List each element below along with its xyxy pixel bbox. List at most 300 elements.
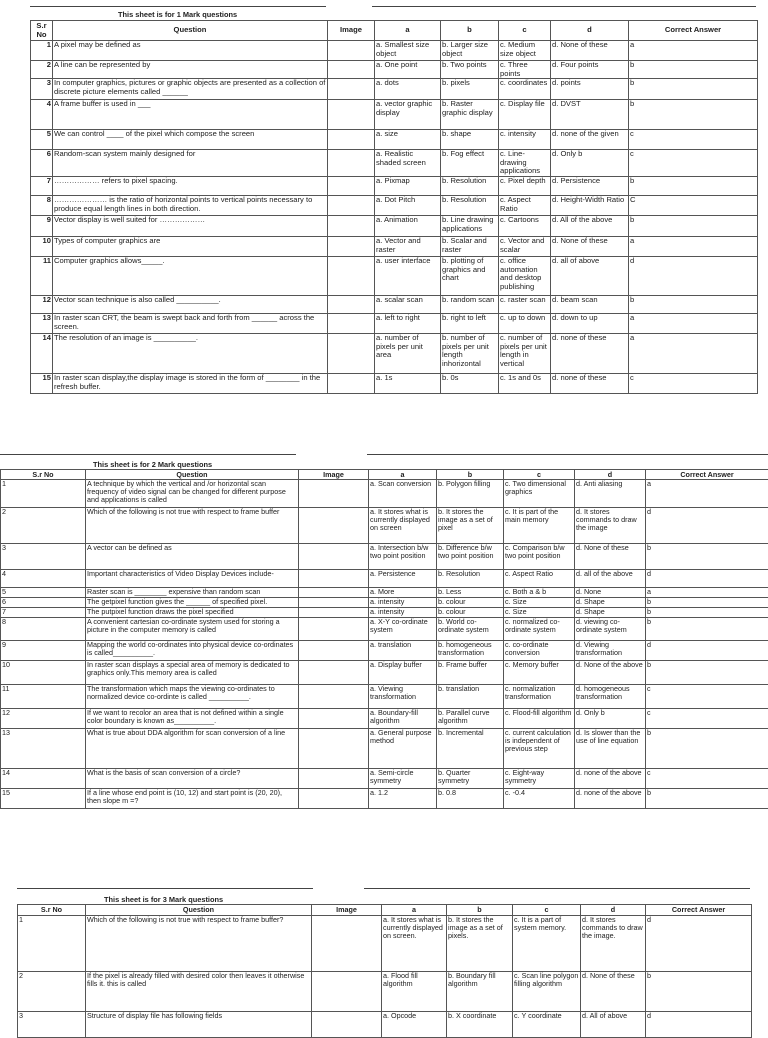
cell-sr-no: 7 [1,608,86,618]
cell-question: A frame buffer is used in ___ [53,100,328,130]
cell-image [328,79,375,100]
column-header-option-a: a [369,470,437,480]
cell-image [299,661,369,685]
column-header-sr-no: S.r No [1,470,86,480]
cell-sr-no: 12 [31,296,53,314]
column-header-option-c: c [513,905,581,916]
cell-option-a: a. Viewing transformation [369,685,437,709]
cell-sr-no: 1 [18,916,86,972]
cell-option-a: a. Display buffer [369,661,437,685]
cell-correct-answer: b [646,598,768,608]
cell-option-d: d. Only b [575,709,646,729]
cell-question: Raster scan is ________ expensive than random scan [86,588,299,598]
cell-sr-no: 5 [31,130,53,150]
cell-option-a: a. Opcode [382,1012,447,1038]
column-header-question: Question [86,905,312,916]
column-header-image: Image [328,21,375,41]
cell-option-d: d. Persistence [551,177,629,196]
sheet-3-table [17,904,752,1038]
cell-option-c: c. Three points [499,61,551,79]
cell-option-a: a. Persistence [369,570,437,588]
cell-sr-no: 11 [1,685,86,709]
cell-option-d: d. Is slower than the use of line equation [575,729,646,769]
cell-image [299,608,369,618]
cell-option-d: d. points [551,79,629,100]
column-header-correct-answer: Correct Answer [629,21,758,41]
cell-option-b: b. It stores the image as a set of pixels. [447,916,513,972]
cell-image [299,480,369,508]
cell-option-b: b. shape [441,130,499,150]
cell-image [299,769,369,789]
cell-option-c: c. normalization transformation [504,685,575,709]
cell-sr-no: 10 [31,237,53,257]
cell-option-b: b. Less [437,588,504,598]
cell-correct-answer: b [629,100,758,130]
column-header-option-b: b [441,21,499,41]
cell-option-b: b. X coordinate [447,1012,513,1038]
cell-sr-no: 2 [31,61,53,79]
sheet-2-right-rule [367,454,768,455]
cell-question: ……………… refers to pixel spacing. [53,177,328,196]
cell-correct-answer: c [646,769,768,789]
column-header-option-b: b [437,470,504,480]
column-header-image: Image [312,905,382,916]
cell-option-d: d. none of the given [551,130,629,150]
cell-sr-no: 7 [31,177,53,196]
cell-sr-no: 14 [31,334,53,374]
cell-sr-no: 2 [18,972,86,1012]
cell-option-c: c. Size [504,608,575,618]
cell-image [312,916,382,972]
cell-option-c: c. Two dimensional graphics [504,480,575,508]
cell-option-b: b. World co-ordinate system [437,618,504,641]
cell-sr-no: 11 [31,257,53,296]
cell-option-a: a. intensity [369,598,437,608]
cell-option-c: c. normalized co-ordinate system [504,618,575,641]
cell-question: The putpixel function draws the pixel specified [86,608,299,618]
cell-sr-no: 15 [31,374,53,394]
cell-image [328,196,375,216]
cell-correct-answer: a [629,334,758,374]
question-row [1,789,768,809]
cell-option-d: d. None of these [551,41,629,61]
cell-option-b: b. plotting of graphics and chart [441,257,499,296]
header-row [31,21,758,41]
question-row [18,972,752,1012]
cell-question: Important characteristics of Video Display Devices include- [86,570,299,588]
question-row [31,374,758,394]
cell-question: Random-scan system mainly designed for [53,150,328,177]
cell-option-b: b. Two points [441,61,499,79]
column-header-option-c: c [504,470,575,480]
cell-option-d: d. down to up [551,314,629,334]
cell-option-c: c. co-ordinate conversion [504,641,575,661]
sheet-1-header [31,21,758,41]
cell-option-d: d. None [575,588,646,598]
cell-question: In raster scan display,the display image is stored in the form of ________ in the refresh buffer. [53,374,328,394]
question-row [1,508,768,544]
cell-image [299,544,369,570]
cell-sr-no: 13 [31,314,53,334]
column-header-option-a: a [382,905,447,916]
question-row [31,41,758,61]
question-row [31,216,758,237]
cell-sr-no: 12 [1,709,86,729]
cell-option-b: b. Resolution [441,177,499,196]
cell-sr-no: 10 [1,661,86,685]
cell-option-c: c. Line-drawing applications [499,150,551,177]
cell-question: A convenient cartesian co-ordinate system used for storing a picture in the computer memory is called [86,618,299,641]
cell-option-b: b. Line drawing applications [441,216,499,237]
cell-correct-answer: c [629,130,758,150]
cell-question: The resolution of an image is __________. [53,334,328,374]
cell-option-d: d. Shape [575,598,646,608]
cell-option-a: a. dots [375,79,441,100]
column-header-question: Question [53,21,328,41]
cell-option-c: c. 1s and 0s [499,374,551,394]
column-header-image: Image [299,470,369,480]
cell-image [328,296,375,314]
cell-question: A technique by which the vertical and /or horizontal scan frequency of video signal can be changed for different purpose and applications is called [86,480,299,508]
question-row [18,1012,752,1038]
column-header-option-d: d [575,470,646,480]
question-row [1,608,768,618]
cell-correct-answer: b [629,296,758,314]
question-row [1,480,768,508]
cell-sr-no: 5 [1,588,86,598]
cell-option-d: d. all of above [551,257,629,296]
cell-option-d: d. None of these [581,972,646,1012]
cell-option-a: a. Scan conversion [369,480,437,508]
cell-option-a: a. Dot Pitch [375,196,441,216]
cell-correct-answer: d [646,508,768,544]
cell-question: Computer graphics allows_____. [53,257,328,296]
cell-sr-no: 15 [1,789,86,809]
cell-question: A pixel may be defined as [53,41,328,61]
cell-option-a: a. user interface [375,257,441,296]
cell-correct-answer: b [629,216,758,237]
cell-option-c: c. Flood-fill algorithm [504,709,575,729]
cell-correct-answer: b [646,789,768,809]
cell-option-b: b. 0s [441,374,499,394]
cell-option-c: c. Y coordinate [513,1012,581,1038]
cell-option-b: b. Boundary fill algorithm [447,972,513,1012]
cell-option-d: d. none of these [551,334,629,374]
cell-option-a: a. Animation [375,216,441,237]
cell-image [299,598,369,608]
cell-option-c: c. intensity [499,130,551,150]
question-row [1,641,768,661]
header-row [1,470,768,480]
cell-image [328,314,375,334]
question-row [1,544,768,570]
cell-sr-no: 3 [31,79,53,100]
cell-correct-answer: b [629,177,758,196]
cell-option-d: d. none of the above [575,769,646,789]
cell-question: Mapping the world co-ordinates into physical device co-ordinates is called__________. [86,641,299,661]
cell-correct-answer: b [646,544,768,570]
cell-option-a: a. Intersection b/w two point position [369,544,437,570]
cell-image [328,100,375,130]
cell-sr-no: 9 [31,216,53,237]
cell-option-a: a. size [375,130,441,150]
cell-image [299,508,369,544]
sheet-3-header [18,905,752,916]
cell-image [299,789,369,809]
cell-option-a: a. Vector and raster [375,237,441,257]
question-row [31,196,758,216]
cell-correct-answer: a [646,480,768,508]
sheet-1-right-rule [372,6,756,7]
cell-option-d: d. It stores commands to draw the image [575,508,646,544]
cell-option-a: a. General purpose method [369,729,437,769]
cell-option-b: b. random scan [441,296,499,314]
cell-correct-answer: d [646,916,752,972]
cell-correct-answer: b [646,661,768,685]
question-row [31,100,758,130]
column-header-correct-answer: Correct Answer [646,470,768,480]
cell-sr-no: 6 [31,150,53,177]
cell-option-b: b. Scalar and raster [441,237,499,257]
sheet-3-right-rule [364,888,750,889]
cell-correct-answer: d [646,1012,752,1038]
cell-question: A vector can be defined as [86,544,299,570]
header-row [18,905,752,916]
cell-image [328,61,375,79]
question-row [1,570,768,588]
cell-option-a: a. Realistic shaded screen [375,150,441,177]
sheet-2-body [1,480,768,809]
cell-option-c: c. Eight-way symmetry [504,769,575,789]
cell-option-c: c. Aspect Ratio [504,570,575,588]
cell-sr-no: 13 [1,729,86,769]
question-row [31,177,758,196]
cell-option-b: b. Fog effect [441,150,499,177]
cell-option-a: a. translation [369,641,437,661]
question-row [31,314,758,334]
question-row [1,588,768,598]
cell-option-a: a. 1.2 [369,789,437,809]
cell-correct-answer: c [646,709,768,729]
cell-option-c: c. coordinates [499,79,551,100]
question-row [1,618,768,641]
cell-sr-no: 3 [18,1012,86,1038]
cell-correct-answer: a [629,314,758,334]
cell-option-d: d. All of above [581,1012,646,1038]
cell-correct-answer: a [646,588,768,598]
cell-option-c: c. It is part of the main memory [504,508,575,544]
question-row [31,150,758,177]
cell-option-a: a. 1s [375,374,441,394]
cell-option-c: c. Size [504,598,575,608]
cell-option-a: a. number of pixels per unit area [375,334,441,374]
sheet-3-title-rule [17,888,313,889]
cell-image [328,257,375,296]
cell-option-c: c. Both a & b [504,588,575,598]
cell-image [328,374,375,394]
cell-question: A line can be represented by [53,61,328,79]
cell-image [299,588,369,598]
sheet-2-header [1,470,768,480]
cell-option-a: a. One point [375,61,441,79]
question-row [1,769,768,789]
question-row [31,296,758,314]
cell-image [328,334,375,374]
cell-option-b: b. 0.8 [437,789,504,809]
cell-option-c: c. -0.4 [504,789,575,809]
cell-option-a: a. X-Y co-ordinate system [369,618,437,641]
cell-option-a: a. scalar scan [375,296,441,314]
question-row [31,334,758,374]
cell-correct-answer: c [646,685,768,709]
cell-sr-no: 6 [1,598,86,608]
cell-option-d: d. Anti aliasing [575,480,646,508]
cell-option-d: d. none of these [551,374,629,394]
cell-option-a: a. It stores what is currently displayed on screen [369,508,437,544]
cell-image [328,41,375,61]
cell-option-d: d. None of these [575,544,646,570]
cell-option-c: c. Scan line polygon filling algorithm [513,972,581,1012]
cell-correct-answer: c [629,374,758,394]
cell-option-a: a. More [369,588,437,598]
column-header-option-a: a [375,21,441,41]
sheet-2-table [0,469,768,809]
cell-question: What is true about DDA algorithm for scan conversion of a line [86,729,299,769]
question-row [31,130,758,150]
cell-question: The transformation which maps the viewing co-ordinates to normalized device co-ordinte is called __________. [86,685,299,709]
cell-sr-no: 4 [1,570,86,588]
cell-question: The getpixel function gives the ______ of specified pixel. [86,598,299,608]
cell-option-d: d. None of these [551,237,629,257]
cell-option-c: c. number of pixels per unit length in vertical [499,334,551,374]
cell-correct-answer: a [629,41,758,61]
cell-option-d: d. DVST [551,100,629,130]
cell-correct-answer: b [629,79,758,100]
question-row [1,685,768,709]
cell-image [328,177,375,196]
sheet-3-title: This sheet is for 3 Mark questions [104,895,223,904]
cell-option-a: a. Pixmap [375,177,441,196]
cell-option-c: c. Memory buffer [504,661,575,685]
cell-image [299,709,369,729]
sheet-1-title-rule [30,6,326,7]
cell-image [328,237,375,257]
question-row [31,61,758,79]
column-header-sr-no: S.r No [31,21,53,41]
cell-option-a: a. left to right [375,314,441,334]
cell-correct-answer: b [629,61,758,79]
cell-option-b: b. Raster graphic display [441,100,499,130]
cell-image [299,685,369,709]
sheet-2-title-rule [0,454,296,455]
sheet-1-title: This sheet is for 1 Mark questions [118,10,237,19]
cell-option-d: d. All of the above [551,216,629,237]
cell-question: Which of the following is not true with respect to frame buffer? [86,916,312,972]
cell-option-c: c. Pixel depth [499,177,551,196]
cell-option-b: b. Difference b/w two point position [437,544,504,570]
question-row [1,661,768,685]
cell-question: Vector display is well suited for ……………… [53,216,328,237]
cell-image [312,1012,382,1038]
cell-option-d: d. Four points [551,61,629,79]
question-row [1,709,768,729]
column-header-correct-answer: Correct Answer [646,905,752,916]
cell-sr-no: 8 [31,196,53,216]
cell-option-d: d. homogeneous transformation [575,685,646,709]
cell-option-b: b. right to left [441,314,499,334]
cell-option-b: b. colour [437,608,504,618]
cell-question: In raster scan CRT, the beam is swept back and forth from ______ across the screen. [53,314,328,334]
cell-option-a: a. Boundary-fill algorithm [369,709,437,729]
cell-question: What is the basis of scan conversion of a circle? [86,769,299,789]
cell-correct-answer: d [629,257,758,296]
cell-question: We can control ____ of the pixel which compose the screen [53,130,328,150]
cell-option-c: c. Vector and scalar [499,237,551,257]
cell-option-b: b. Incremental [437,729,504,769]
sheet-3-body [18,916,752,1038]
cell-option-c: c. raster scan [499,296,551,314]
sheet-1-table [30,20,758,394]
cell-option-c: c. It is a part of system memory. [513,916,581,972]
cell-option-a: a. Smallest size object [375,41,441,61]
column-header-option-d: d [551,21,629,41]
cell-correct-answer: C [629,196,758,216]
cell-question: In raster scan displays a special area of memory is dedicated to graphics only.This memory area is called [86,661,299,685]
cell-question: If a line whose end point is (10, 12) and start point is (20, 20), then slope m =? [86,789,299,809]
cell-option-a: a. vector graphic display [375,100,441,130]
cell-image [299,641,369,661]
cell-option-b: b. Quarter symmetry [437,769,504,789]
cell-image [328,150,375,177]
cell-option-c: c. Medium size object [499,41,551,61]
cell-option-b: b. homogeneous transformation [437,641,504,661]
cell-correct-answer: b [646,618,768,641]
cell-question: If we want to recolor an area that is not defined within a single color boundary is known as__________. [86,709,299,729]
question-row [1,598,768,608]
cell-correct-answer: b [646,972,752,1012]
cell-option-b: b. Larger size object [441,41,499,61]
cell-image [328,130,375,150]
cell-option-b: b. colour [437,598,504,608]
cell-option-b: b. Resolution [441,196,499,216]
cell-question: Which of the following is not true with respect to frame buffer [86,508,299,544]
cell-sr-no: 3 [1,544,86,570]
cell-option-c: c. Aspect Ratio [499,196,551,216]
cell-option-d: d. Only b [551,150,629,177]
cell-option-d: d. None of the above [575,661,646,685]
cell-correct-answer: a [629,237,758,257]
question-row [18,916,752,972]
cell-sr-no: 4 [31,100,53,130]
cell-question: Structure of display file has following fields [86,1012,312,1038]
sheet-1-body [31,41,758,394]
cell-sr-no: 1 [1,480,86,508]
cell-option-d: d. beam scan [551,296,629,314]
cell-option-c: c. Cartoons [499,216,551,237]
cell-correct-answer: d [646,641,768,661]
question-row [31,79,758,100]
cell-option-c: c. office automation and desktop publishing [499,257,551,296]
column-header-option-d: d [581,905,646,916]
question-row [31,257,758,296]
cell-correct-answer: b [646,608,768,618]
cell-option-b: b. It stores the image as a set of pixel [437,508,504,544]
cell-option-d: d. Height-Width Ratio [551,196,629,216]
column-header-option-c: c [499,21,551,41]
sheet-2-title: This sheet is for 2 Mark questions [93,460,212,469]
cell-sr-no: 2 [1,508,86,544]
cell-sr-no: 1 [31,41,53,61]
